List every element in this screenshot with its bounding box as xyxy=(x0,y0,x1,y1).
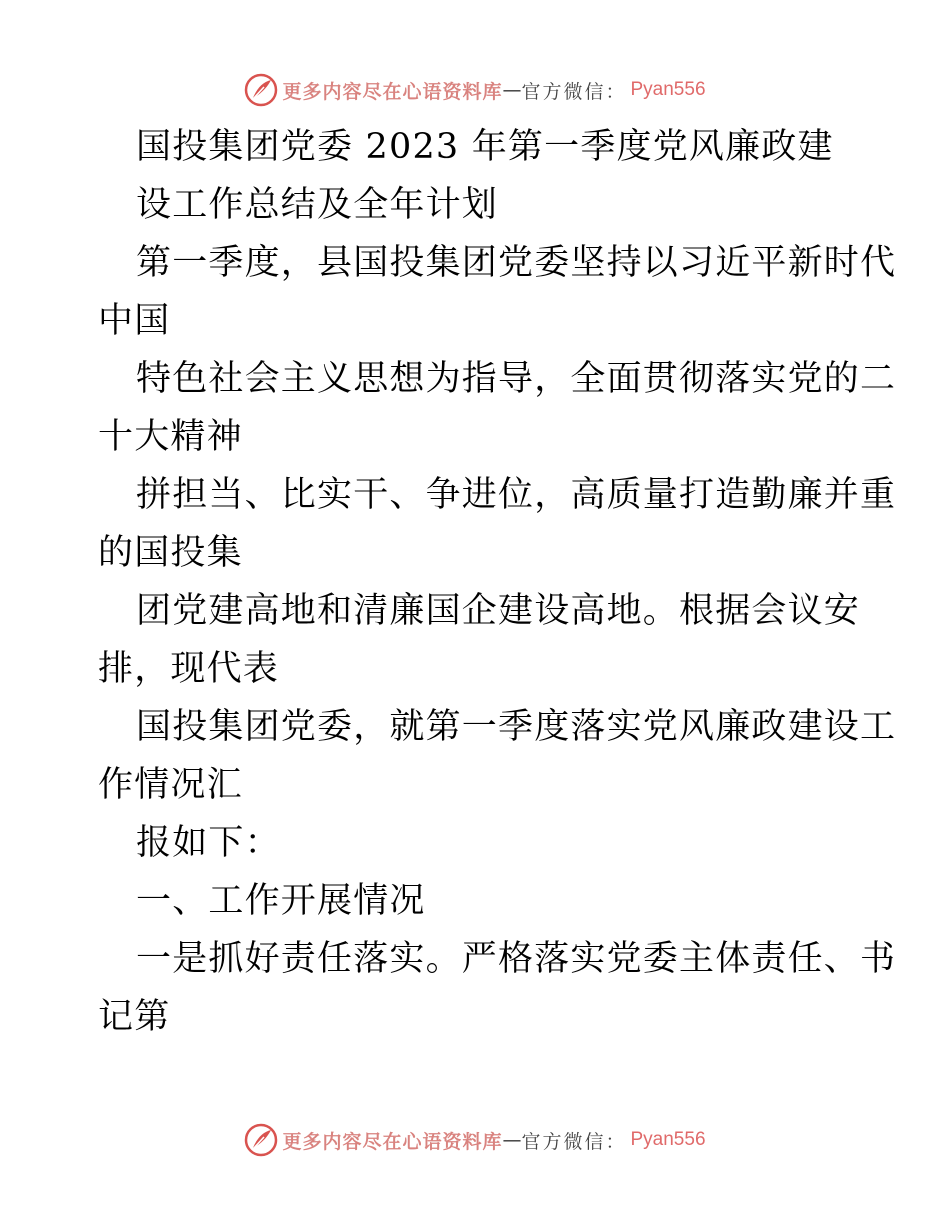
paragraph-line: 第一季度，县国投集团党委坚持以习近平新时代 xyxy=(136,243,897,283)
watermark-brand: 更多内容尽在心语资料库 xyxy=(282,1130,503,1153)
document-body xyxy=(98,118,897,1046)
watermark-wechat-label: 官方微信： xyxy=(521,1130,627,1153)
paragraph-line: 国投集团党委，就第一季度落实党风廉政建设工 xyxy=(136,707,897,747)
feather-quill-logo-icon xyxy=(244,73,278,107)
footer-watermark xyxy=(0,1120,950,1160)
header-watermark xyxy=(0,70,950,110)
feather-quill-logo-icon xyxy=(244,1123,278,1157)
paragraph-line: 特色社会主义思想为指导，全面贯彻落实党的二 xyxy=(136,359,897,399)
watermark-dash: — xyxy=(502,79,522,101)
paragraph-line: 十大精神 xyxy=(98,417,243,457)
paragraph-line: 记第 xyxy=(98,997,171,1037)
document-title-line-1: 国投集团党委 2023 年第一季度党风廉政建 xyxy=(136,127,834,167)
watermark-dash: — xyxy=(502,1129,522,1151)
paragraph-line: 排，现代表 xyxy=(98,649,280,689)
paragraph-line: 报如下： xyxy=(136,823,281,863)
paragraph-line: 团党建高地和清廉国企建设高地。根据会议安 xyxy=(136,591,861,631)
section-heading: 一、工作开展情况 xyxy=(136,881,426,921)
watermark-wechat-id: Pyan556 xyxy=(630,1129,706,1150)
watermark-wechat-id: Pyan556 xyxy=(630,79,706,100)
paragraph-line: 拼担当、比实干、争进位，高质量打造勤廉并重 xyxy=(136,475,897,515)
watermark-wechat-label: 官方微信： xyxy=(521,80,627,103)
watermark-brand: 更多内容尽在心语资料库 xyxy=(282,80,503,103)
paragraph-line: 作情况汇 xyxy=(98,765,243,805)
paragraph-line: 一是抓好责任落实。严格落实党委主体责任、书 xyxy=(136,939,897,979)
paragraph-line: 的国投集 xyxy=(98,533,243,573)
paragraph-line: 中国 xyxy=(98,301,171,341)
document-title-line-2: 设工作总结及全年计划 xyxy=(136,185,499,225)
